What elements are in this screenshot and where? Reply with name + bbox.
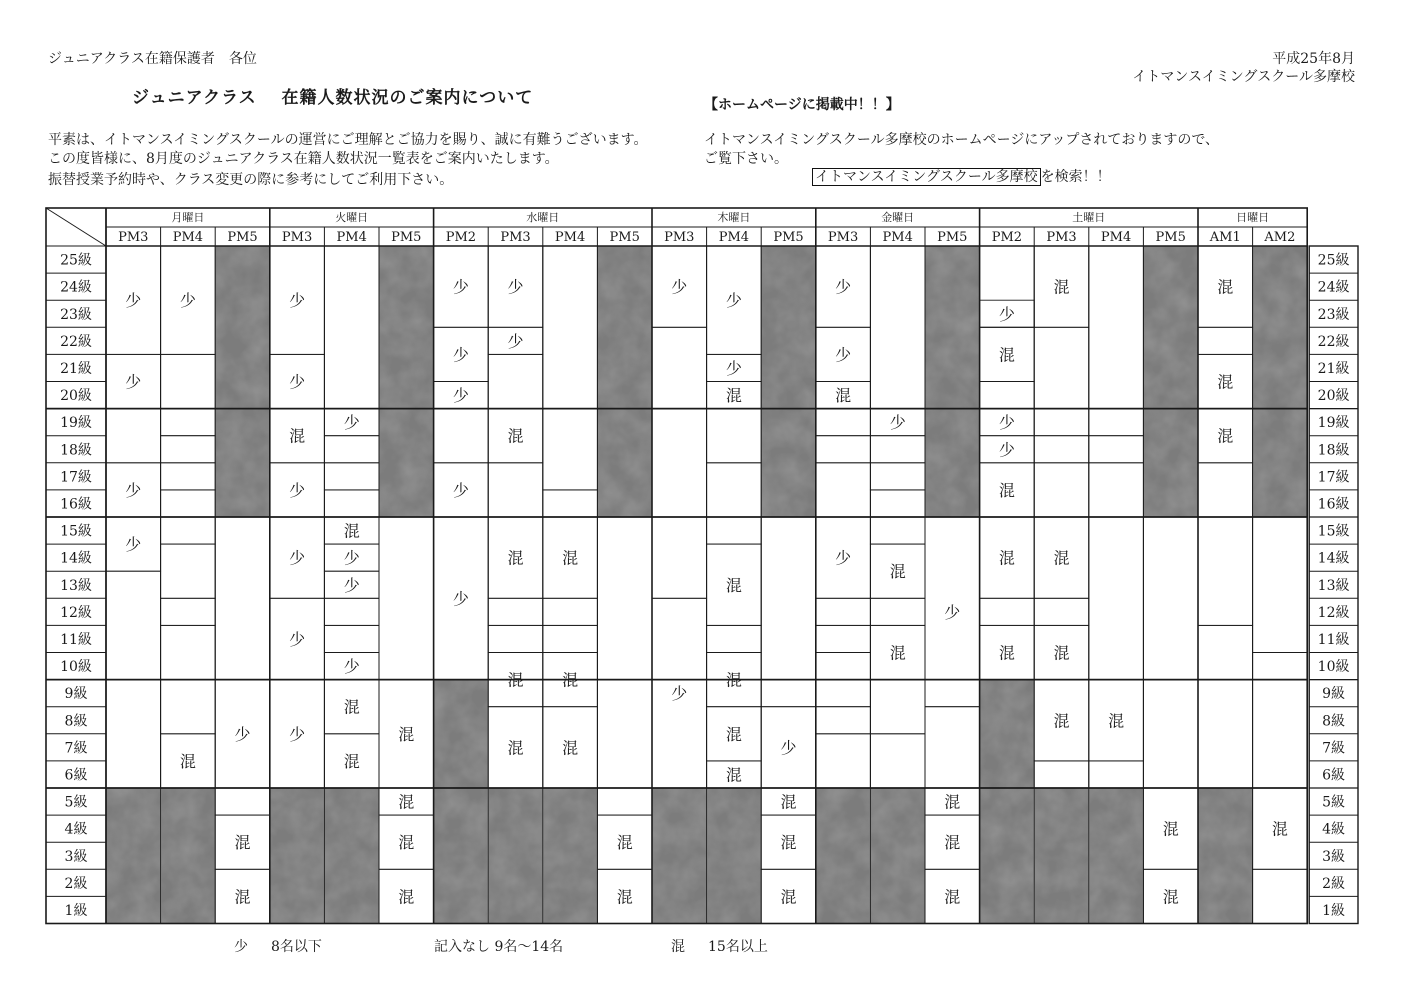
few-mark: 少 xyxy=(289,291,306,311)
class-cell xyxy=(161,544,216,598)
grade-label-left: 2級 xyxy=(64,875,88,892)
few-mark: 少 xyxy=(998,413,1015,433)
grade-label-right: 19級 xyxy=(1317,415,1350,432)
grade-label-right: 25級 xyxy=(1317,252,1350,269)
mixed-mark: 混 xyxy=(562,548,579,568)
class-cell xyxy=(870,246,925,409)
class-cell xyxy=(925,707,980,788)
grade-label-left: 10級 xyxy=(60,659,92,676)
grade-label-left: 22級 xyxy=(60,333,92,350)
mixed-mark: 混 xyxy=(725,670,742,690)
few-mark: 少 xyxy=(998,304,1015,324)
class-cell xyxy=(106,409,161,463)
class-cell xyxy=(652,327,707,598)
class-cell xyxy=(1198,625,1253,788)
slot-header: PM4 xyxy=(882,230,913,245)
grade-label-right: 17級 xyxy=(1317,469,1350,486)
few-mark: 少 xyxy=(507,331,524,351)
closed-slot-texture xyxy=(707,789,761,924)
grade-label-left: 20級 xyxy=(60,388,92,405)
few-mark: 少 xyxy=(234,724,251,744)
few-mark: 少 xyxy=(507,277,524,297)
grade-label-right: 16級 xyxy=(1317,496,1350,513)
class-cell xyxy=(488,598,543,625)
class-cell xyxy=(980,598,1035,625)
class-cell xyxy=(1034,463,1089,517)
mixed-mark: 混 xyxy=(343,697,360,717)
few-mark: 少 xyxy=(125,535,142,555)
class-cell xyxy=(543,598,598,625)
class-cell xyxy=(215,517,270,680)
few-mark: 少 xyxy=(289,372,306,392)
mixed-mark: 混 xyxy=(889,643,906,663)
class-cell xyxy=(980,382,1035,409)
mixed-mark: 混 xyxy=(507,670,524,690)
slot-header: PM4 xyxy=(1100,230,1132,245)
mixed-mark: 混 xyxy=(944,833,961,853)
mixed-mark: 混 xyxy=(616,833,633,853)
grade-label-left: 12級 xyxy=(60,604,92,621)
homepage-line-1: イトマンスイミングスクール多摩校のホームページにアップされておりますので、 xyxy=(704,132,1220,148)
search-suffix: を検索！！ xyxy=(1040,169,1111,185)
few-mark: 少 xyxy=(725,358,742,378)
class-cell xyxy=(324,463,379,490)
class-cell xyxy=(543,625,598,652)
class-cell xyxy=(324,598,379,625)
closed-slot-texture xyxy=(980,680,1034,923)
mixed-mark: 混 xyxy=(343,521,360,541)
closed-slot-texture xyxy=(543,789,597,924)
mixed-mark: 混 xyxy=(725,575,742,595)
legend-mixed-text: 15名以上 xyxy=(708,939,768,955)
few-mark: 少 xyxy=(289,548,306,568)
mixed-mark: 混 xyxy=(725,724,742,744)
grade-label-right: 2級 xyxy=(1322,875,1346,892)
class-cell xyxy=(161,598,216,625)
mixed-mark: 混 xyxy=(1217,277,1234,297)
legend-few-mark: 少 xyxy=(234,939,248,955)
few-mark: 少 xyxy=(835,277,852,297)
closed-slot-texture xyxy=(161,789,215,924)
few-mark: 少 xyxy=(452,345,469,365)
mixed-mark: 混 xyxy=(780,887,797,907)
homepage-line-2: ご覧下さい。 xyxy=(704,151,788,167)
few-mark: 少 xyxy=(343,548,360,568)
intro-line-1: 平素は、イトマンスイミングスクールの運営にご理解とご協力を賜り、誠に有難うございます。 xyxy=(48,132,648,148)
intro-line-3: 振替授業予約時や、クラス変更の際に参考にしてご利用下さい。 xyxy=(48,172,454,188)
grade-label-right: 10級 xyxy=(1317,659,1350,676)
mixed-mark: 混 xyxy=(562,670,579,690)
class-cell xyxy=(161,436,216,463)
corner-diagonal xyxy=(46,208,106,246)
mixed-mark: 混 xyxy=(616,887,633,907)
closed-slot-texture xyxy=(653,789,707,924)
few-mark: 少 xyxy=(343,575,360,595)
slot-header: PM4 xyxy=(172,230,204,245)
class-cell xyxy=(816,625,871,652)
grade-label-left: 3級 xyxy=(64,848,88,865)
grade-label-left: 8級 xyxy=(64,713,88,730)
class-cell xyxy=(1034,598,1089,625)
class-cell xyxy=(1198,463,1253,517)
grade-label-left: 11級 xyxy=(60,631,92,648)
grade-label-left: 17級 xyxy=(60,469,92,486)
closed-slot-texture xyxy=(489,789,543,924)
class-cell xyxy=(707,463,762,517)
class-cell xyxy=(816,598,871,625)
slot-header: PM2 xyxy=(991,230,1023,245)
legend xyxy=(0,936,1403,954)
class-cell xyxy=(707,625,762,652)
day-header: 火曜日 xyxy=(335,211,369,224)
mixed-mark: 混 xyxy=(507,426,524,446)
class-cell xyxy=(870,598,925,625)
mixed-mark: 混 xyxy=(1271,819,1288,839)
few-mark: 少 xyxy=(780,738,797,758)
class-cell xyxy=(1198,327,1253,354)
closed-slot-texture xyxy=(380,247,434,517)
document-title: ジュニアクラス 在籍人数状況のご案内について xyxy=(132,88,534,108)
class-cell xyxy=(707,409,762,463)
class-cell xyxy=(597,788,652,815)
grade-label-left: 19級 xyxy=(60,415,92,432)
mixed-mark: 混 xyxy=(780,833,797,853)
class-cell xyxy=(1198,517,1253,625)
closed-slot-texture xyxy=(270,789,324,924)
slot-header: PM5 xyxy=(391,230,422,245)
mixed-mark: 混 xyxy=(944,887,961,907)
slot-header: PM5 xyxy=(937,230,968,245)
grade-label-left: 14級 xyxy=(60,550,92,567)
grade-label-left: 25級 xyxy=(60,252,92,269)
mixed-mark: 混 xyxy=(289,426,306,446)
class-cell xyxy=(488,463,543,517)
grade-label-left: 9級 xyxy=(64,686,88,703)
mixed-mark: 混 xyxy=(234,833,251,853)
grade-label-right: 1級 xyxy=(1322,902,1346,919)
class-cell xyxy=(870,436,925,463)
grade-label-right: 18級 xyxy=(1317,442,1350,459)
day-header: 木曜日 xyxy=(717,211,751,224)
day-header: 月曜日 xyxy=(171,211,205,224)
mixed-mark: 混 xyxy=(1053,711,1070,731)
mixed-mark: 混 xyxy=(944,792,961,812)
closed-slot-texture xyxy=(1253,247,1307,517)
grade-label-left: 15級 xyxy=(60,523,92,540)
mixed-mark: 混 xyxy=(1162,819,1179,839)
class-cell xyxy=(324,436,379,463)
mixed-mark: 混 xyxy=(1053,643,1070,663)
slot-header: PM5 xyxy=(609,230,640,245)
slot-header: PM5 xyxy=(227,230,258,245)
closed-slot-texture xyxy=(1144,247,1198,517)
class-cell xyxy=(1034,409,1089,436)
class-cell xyxy=(761,517,816,707)
class-cell xyxy=(1089,246,1144,409)
legend-mixed-mark: 混 xyxy=(671,939,685,955)
legend-few-text: 8名以下 xyxy=(271,939,322,955)
class-cell xyxy=(324,490,379,517)
grade-label-right: 12級 xyxy=(1317,604,1350,621)
class-cell xyxy=(1089,463,1144,517)
class-cell xyxy=(1253,517,1308,653)
class-cell xyxy=(1034,327,1089,408)
mixed-mark: 混 xyxy=(1162,887,1179,907)
class-cell xyxy=(707,517,762,544)
slot-header: PM3 xyxy=(1046,230,1077,245)
addressee: ジュニアクラス在籍保護者 各位 xyxy=(48,51,257,67)
slot-header: PM2 xyxy=(445,230,477,245)
few-mark: 少 xyxy=(835,345,852,365)
mixed-mark: 混 xyxy=(835,386,852,406)
slot-header: PM3 xyxy=(118,230,149,245)
grade-label-right: 3級 xyxy=(1322,848,1346,865)
grade-label-right: 22級 xyxy=(1317,333,1350,350)
mixed-mark: 混 xyxy=(998,480,1015,500)
class-cell xyxy=(543,490,598,517)
mixed-mark: 混 xyxy=(398,792,415,812)
day-header: 水曜日 xyxy=(526,211,560,224)
slot-header: PM3 xyxy=(827,230,859,245)
grade-label-right: 9級 xyxy=(1322,686,1346,703)
class-cell xyxy=(324,246,379,409)
class-cell xyxy=(597,517,652,788)
slot-header: AM1 xyxy=(1209,230,1241,245)
mixed-mark: 混 xyxy=(1053,277,1070,297)
grade-label-left: 5級 xyxy=(64,794,88,811)
class-cell xyxy=(543,246,598,490)
class-cell xyxy=(161,680,216,734)
few-mark: 少 xyxy=(343,413,360,433)
class-cell xyxy=(870,490,925,517)
search-keyword-box: イトマンスイミングスクール多摩校 xyxy=(812,168,1041,186)
closed-slot-texture xyxy=(762,247,816,517)
class-cell xyxy=(1253,653,1308,789)
grade-label-left: 4級 xyxy=(64,821,88,838)
class-cell xyxy=(816,436,871,463)
few-mark: 少 xyxy=(889,413,906,433)
few-mark: 少 xyxy=(125,480,142,500)
closed-slot-texture xyxy=(1199,789,1253,924)
school-name: イトマンスイミングスクール多摩校 xyxy=(1132,69,1355,85)
class-cell xyxy=(161,409,216,436)
slot-header: PM3 xyxy=(664,230,695,245)
grade-label-left: 23級 xyxy=(60,306,92,323)
few-mark: 少 xyxy=(835,548,852,568)
few-mark: 少 xyxy=(289,629,306,649)
grade-label-left: 6級 xyxy=(64,767,88,784)
class-cell xyxy=(870,734,925,788)
class-cell xyxy=(161,463,216,490)
mixed-mark: 混 xyxy=(507,548,524,568)
grade-label-right: 4級 xyxy=(1322,821,1346,838)
grade-label-left: 21級 xyxy=(60,360,92,377)
few-mark: 少 xyxy=(125,372,142,392)
few-mark: 少 xyxy=(289,724,306,744)
grade-label-right: 21級 xyxy=(1317,360,1350,377)
class-cell xyxy=(816,409,871,436)
closed-slot-texture xyxy=(216,247,270,517)
class-cell xyxy=(488,625,543,652)
grade-label-right: 8級 xyxy=(1322,713,1346,730)
class-cell xyxy=(434,409,489,463)
grade-label-right: 14級 xyxy=(1317,550,1350,567)
intro-line-2: この度皆様に、8月度のジュニアクラス在籍人数状況一覧表をご案内いたします。 xyxy=(48,151,559,167)
grade-label-right: 11級 xyxy=(1317,631,1350,648)
issue-date: 平成25年8月 xyxy=(1272,51,1355,67)
mixed-mark: 混 xyxy=(398,724,415,744)
few-mark: 少 xyxy=(998,440,1015,460)
mixed-mark: 混 xyxy=(889,562,906,582)
class-cell xyxy=(324,625,379,652)
few-mark: 少 xyxy=(725,291,742,311)
class-cell xyxy=(870,680,925,734)
class-cell xyxy=(1143,517,1198,788)
few-mark: 少 xyxy=(671,277,688,297)
slot-header: PM4 xyxy=(336,230,367,245)
mixed-mark: 混 xyxy=(998,345,1015,365)
grade-label-left: 13級 xyxy=(60,577,92,594)
mixed-mark: 混 xyxy=(398,833,415,853)
class-cell xyxy=(870,517,925,544)
class-cell xyxy=(1089,436,1144,463)
homepage-notice-label: 【ホームページに掲載中！！】 xyxy=(704,97,900,113)
few-mark: 少 xyxy=(343,657,360,677)
class-cell xyxy=(870,463,925,490)
few-mark: 少 xyxy=(125,291,142,311)
closed-slot-texture xyxy=(598,247,652,517)
class-cell xyxy=(161,517,216,544)
mixed-mark: 混 xyxy=(234,887,251,907)
slot-header: PM4 xyxy=(554,230,586,245)
class-cell xyxy=(816,680,871,707)
grade-label-right: 5級 xyxy=(1322,794,1346,811)
class-cell xyxy=(1089,517,1144,680)
class-cell xyxy=(215,788,270,815)
few-mark: 少 xyxy=(179,291,196,311)
slot-header: PM5 xyxy=(1155,230,1186,245)
mixed-mark: 混 xyxy=(179,751,196,771)
mixed-mark: 混 xyxy=(1108,711,1125,731)
few-mark: 少 xyxy=(944,602,961,622)
mixed-mark: 混 xyxy=(998,643,1015,663)
closed-slot-texture xyxy=(1089,789,1143,924)
closed-slot-texture xyxy=(816,789,870,924)
class-cell xyxy=(1034,761,1089,788)
mixed-mark: 混 xyxy=(507,738,524,758)
few-mark: 少 xyxy=(289,480,306,500)
grade-label-right: 6級 xyxy=(1322,767,1346,784)
grade-label-right: 20級 xyxy=(1317,388,1350,405)
closed-slot-texture xyxy=(871,789,925,924)
mixed-mark: 混 xyxy=(725,765,742,785)
mixed-mark: 混 xyxy=(1217,426,1234,446)
class-cell xyxy=(816,463,871,517)
class-cell xyxy=(816,707,871,734)
class-cell xyxy=(1089,409,1144,436)
slot-header: PM3 xyxy=(281,230,313,245)
class-cell xyxy=(161,354,216,408)
closed-slot-texture xyxy=(1035,789,1089,924)
mixed-mark: 混 xyxy=(725,386,742,406)
grade-label-right: 23級 xyxy=(1317,306,1350,323)
mixed-mark: 混 xyxy=(1217,372,1234,392)
few-mark: 少 xyxy=(452,277,469,297)
closed-slot-texture xyxy=(325,789,379,924)
grade-label-left: 7級 xyxy=(64,740,88,757)
class-cell xyxy=(488,354,543,408)
grade-label-right: 13級 xyxy=(1317,577,1350,594)
grade-label-left: 16級 xyxy=(60,496,92,513)
slot-header: PM5 xyxy=(773,230,804,245)
mixed-mark: 混 xyxy=(343,751,360,771)
slot-header: AM2 xyxy=(1264,230,1296,245)
class-cell xyxy=(1253,869,1308,923)
class-cell xyxy=(816,653,871,680)
few-mark: 少 xyxy=(452,480,469,500)
few-mark: 少 xyxy=(452,386,469,406)
grade-label-right: 24級 xyxy=(1317,279,1350,296)
legend-none-text: 記入なし 9名～14名 xyxy=(434,939,564,955)
class-cell xyxy=(161,625,216,679)
class-cell xyxy=(1089,761,1144,788)
class-cell xyxy=(379,517,434,680)
slot-header: PM3 xyxy=(500,230,531,245)
grade-label-left: 18級 xyxy=(60,442,92,459)
closed-slot-texture xyxy=(107,789,161,924)
mixed-mark: 混 xyxy=(398,887,415,907)
grade-label-right: 15級 xyxy=(1317,523,1350,540)
class-cell xyxy=(1034,436,1089,463)
mixed-mark: 混 xyxy=(998,548,1015,568)
closed-slot-texture xyxy=(926,247,980,517)
mixed-mark: 混 xyxy=(562,738,579,758)
day-header: 土曜日 xyxy=(1072,211,1106,224)
closed-slot-texture xyxy=(434,680,488,923)
slot-header: PM4 xyxy=(718,230,750,245)
day-header: 日曜日 xyxy=(1236,211,1270,224)
class-cell xyxy=(816,734,871,788)
grade-label-right: 7級 xyxy=(1322,740,1346,757)
day-header: 金曜日 xyxy=(881,211,915,224)
few-mark: 少 xyxy=(671,684,688,704)
few-mark: 少 xyxy=(452,589,469,609)
mixed-mark: 混 xyxy=(780,792,797,812)
grade-label-left: 24級 xyxy=(60,279,92,296)
class-cell xyxy=(161,490,216,517)
mixed-mark: 混 xyxy=(1053,548,1070,568)
grade-label-left: 1級 xyxy=(64,902,88,919)
